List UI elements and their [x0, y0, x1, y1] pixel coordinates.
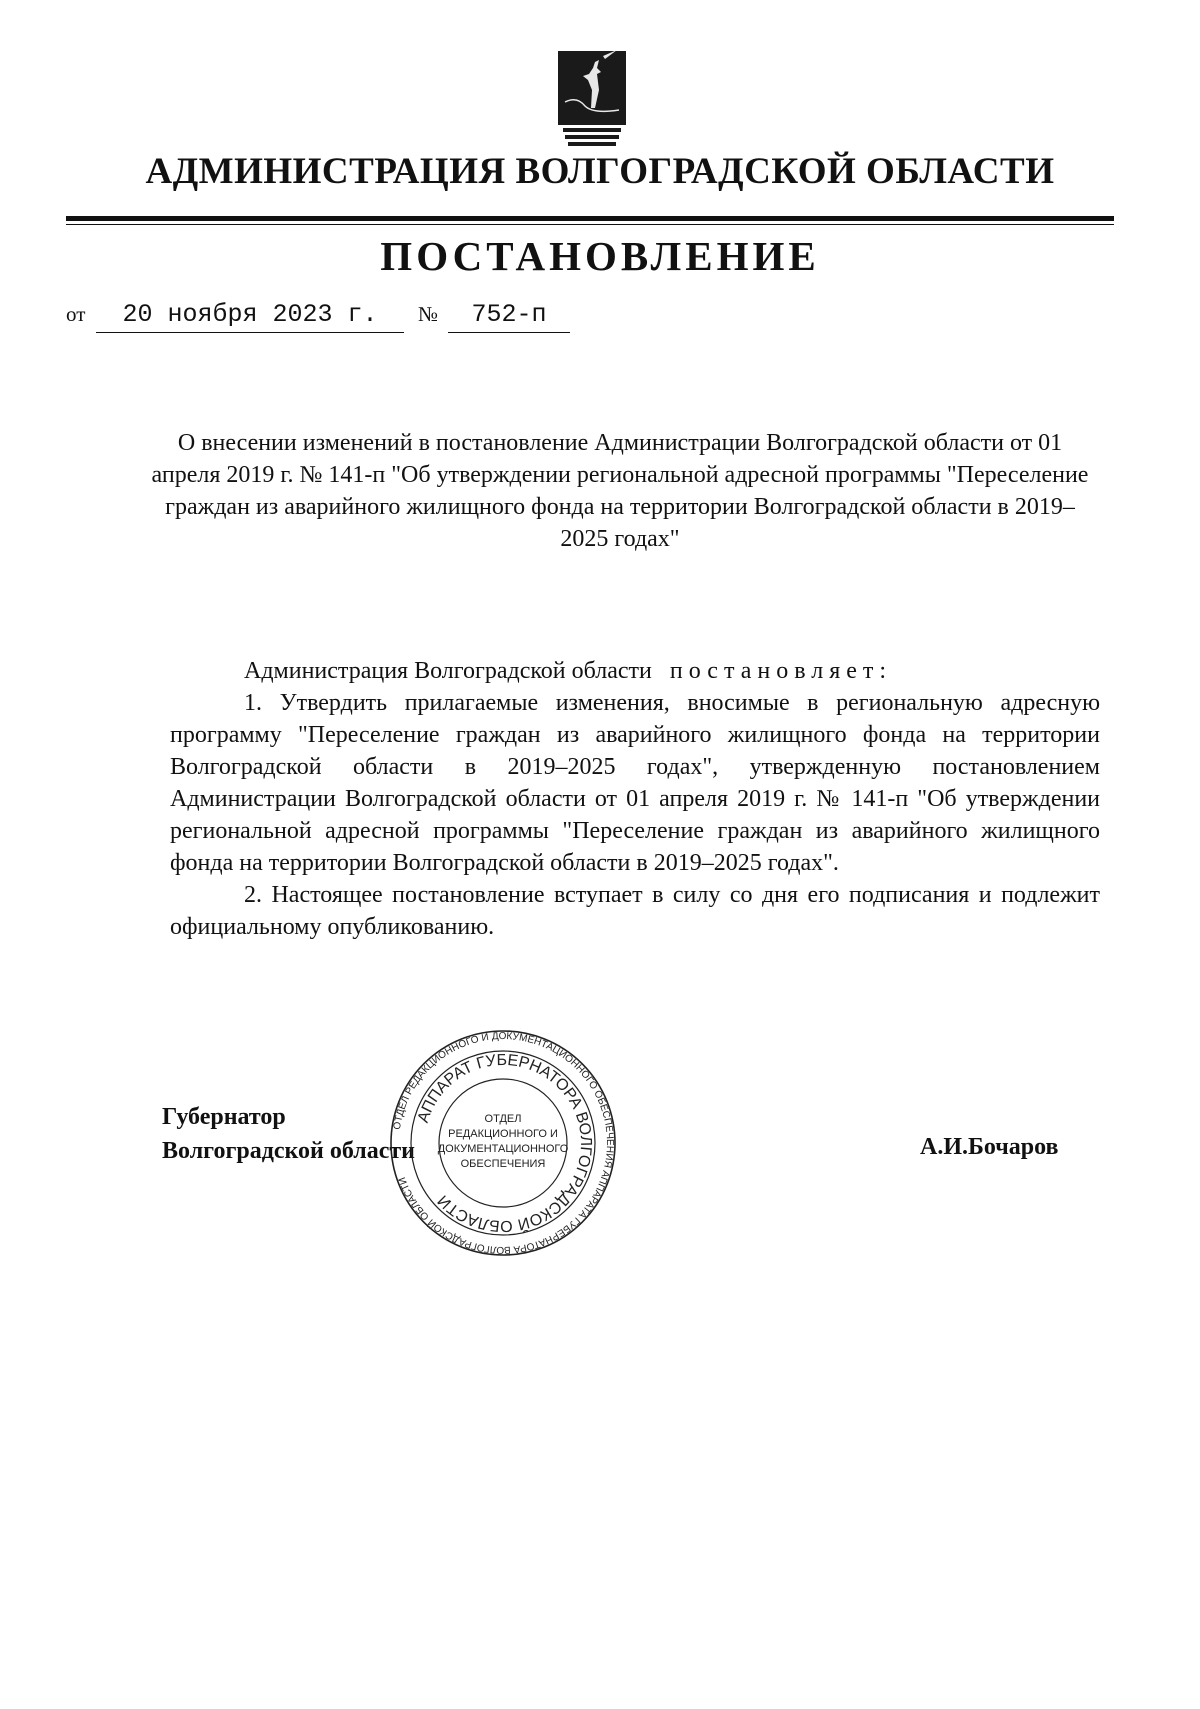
- signatory-title-line-2: Волгоградской области: [162, 1138, 415, 1164]
- official-stamp: [388, 1028, 618, 1258]
- stamp-center-line-3: ДОКУМЕНТАЦИОННОГО: [437, 1143, 569, 1155]
- document-body: [170, 655, 1100, 943]
- number-label: №: [418, 302, 439, 326]
- signatory-title-line-1: Губернатор: [162, 1104, 286, 1130]
- decree-word: постановляет:: [669, 658, 893, 684]
- document-type-title: ПОСТАНОВЛЕНИЕ: [380, 233, 820, 279]
- preamble-text: Администрация Волгоградской области: [244, 658, 652, 684]
- preamble-paragraph: [170, 655, 1100, 687]
- item-2-paragraph: 2. Настоящее постановление вступает в силу со дня его подписания и подлежит официальному опубликованию.: [170, 882, 1100, 940]
- header-divider-thick: [66, 216, 1114, 221]
- stamp-inner-text: АППАРАТ ГУБЕРНАТОРА ВОЛГОГРАДСКОЙ ОБЛАСТИ: [414, 1051, 595, 1235]
- stamp-center-line-4: ОБЕСПЕЧЕНИЯ: [460, 1158, 546, 1170]
- document-date: 20 ноября 2023 г.: [96, 300, 404, 333]
- coat-of-arms-icon: [555, 50, 629, 148]
- organization-title: АДМИНИСТРАЦИЯ ВОЛГОГРАДСКОЙ ОБЛАСТИ: [145, 151, 1055, 192]
- item-1-paragraph: 1. Утвердить прилагаемые изменения, вносимые в региональную адресную программу "Переселение граждан из аварийного жилищного фонда на территории Волгоградской области в 2019–2025 годах", утвержденную постановлением Администрации Волгоградской области от 01 апреля 2019 г. № 141-п "Об утверждении региональной адресной программы "Переселение граждан из аварийного жилищного фонда на территории Волгоградской области в 2019–2025 годах".: [170, 690, 1100, 876]
- header-divider-thin: [66, 224, 1114, 225]
- stamp-center-line-2: РЕДАКЦИОННОГО И: [448, 1128, 558, 1140]
- signatory-name: А.И.Бочаров: [920, 1134, 1059, 1160]
- document-number: 752-п: [448, 300, 570, 333]
- document-subject: О внесении изменений в постановление Администрации Волгоградской области от 01 апреля 2019 г. № 141-п "Об утверждении региональной адресной программы "Переселение граждан из аварийного жилищного фонда на территории Волгоградской области в 2019–2025 годах": [151, 430, 1089, 552]
- stamp-center-line-1: ОТДЕЛ: [484, 1113, 522, 1125]
- date-label: от: [66, 302, 86, 326]
- stamp-outer-text: ОТДЕЛ РЕДАКЦИОННОГО И ДОКУМЕНТАЦИОННОГО ОБЕСПЕЧЕНИЯ АППАРАТА ГУБЕРНАТОРА ВОЛГОГРАДСКОЙ ОБЛАСТИ: [391, 1030, 616, 1256]
- signatory-title: [162, 1100, 415, 1168]
